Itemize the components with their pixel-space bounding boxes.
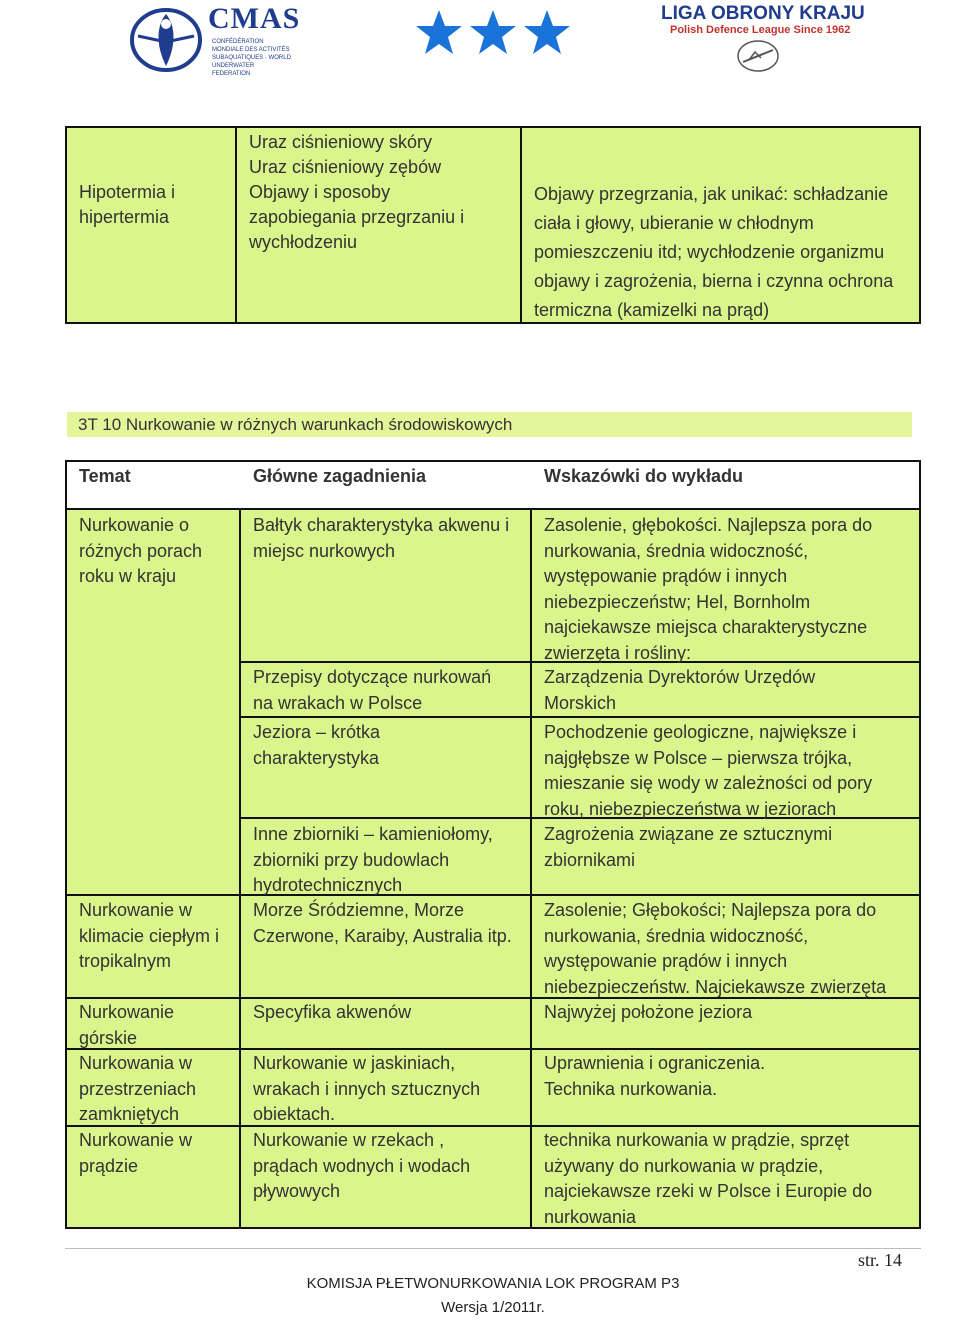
footer-line-2: Wersja 1/2011r. [441, 1299, 545, 1316]
footer-text [298, 1272, 688, 1320]
table-cell-topic: Hipotermia i hipertermia [67, 128, 237, 322]
table-row-topic: Nurkowania w przestrzeniach zamkniętych [79, 1053, 197, 1124]
lok-logo-subtitle: Polish Defence League Since 1962 [670, 24, 851, 36]
table-row-issue: Bałtyk charakterystyka akwenu i miejsc nurkowych [253, 515, 510, 561]
footer-line-1: KOMISJA PŁETWONURKOWANIA LOK PROGRAM P3 [306, 1275, 680, 1292]
star-icon [414, 8, 464, 56]
table-row-hint: Zagrożenia związane ze sztucznymi zbiornikami [544, 824, 833, 870]
footer-divider [65, 1248, 921, 1249]
table-row-hint: Zasolenie; Głębokości; Najlepsza pora do nurkowania, średnia widoczność, występowanie prądów i innych niebezpieczeństw. Najciekawsze zwierzęta [544, 900, 887, 997]
table-row-issue: Specyfika akwenów [253, 1002, 412, 1022]
lok-logo-text: LIGA OBRONY KRAJU [661, 3, 865, 24]
issue-item: Uraz ciśnieniowy zębów [249, 157, 442, 177]
cmas-emblem [126, 6, 206, 74]
stars-rating [414, 8, 572, 56]
table-row-issue: Nurkowanie w jaskiniach, wrakach i innych sztucznych obiektach. [253, 1053, 481, 1124]
cmas-logo-text: CMAS [208, 2, 301, 35]
table-row-hint: Zasolenie, głębokości. Najlepsza pora do nurkowania, średnia widoczność, występowanie prądów i innych niebezpieczeństw; Hel, Bornholm najciekawsze miejsca charakterystyczne zwierzęta i rośliny: [544, 515, 873, 663]
column-header-hints: Wskazówki do wykładu [544, 466, 744, 486]
table-row-issue: Przepisy dotyczące nurkowań na wrakach w Polsce [253, 667, 492, 713]
table-cell-issues [237, 128, 522, 322]
issue-item: Objawy i sposoby zapobiegania przegrzaniu i wychłodzeniu [249, 182, 465, 252]
table-row-topic: Nurkowanie górskie [79, 1002, 175, 1048]
table-row-issue: Inne zbiorniki – kamieniołomy, zbiorniki przy budowlach hydrotechnicznych [253, 824, 493, 895]
section-title: 3T 10 Nurkowanie w różnych warunkach środowiskowych [67, 412, 912, 437]
table-row-issue: Jeziora – krótka charakterystyka [253, 722, 381, 768]
page-number: str. 14 [858, 1250, 903, 1270]
table-row-topic: Nurkowanie w prądzie [79, 1130, 193, 1176]
table-row-hint: Najwyżej położone jeziora [544, 1002, 753, 1022]
table-row-hint: technika nurkowania w prądzie, sprzęt używany do nurkowania w prądzie, najciekawsze rzeki w Polsce i Europie do nurkowania [544, 1130, 873, 1227]
table-row-hint: Zarządzenia Dyrektorów Urzędów Morskich [544, 667, 816, 713]
table-row-issue: Morze Śródziemne, Morze Czerwone, Karaiby, Australia itp. [253, 900, 512, 946]
lok-badge-icon [735, 38, 781, 74]
table-row-hint: Pochodzenie geologiczne, największe i najgłębsze w Polsce – pierwsza trójka, mieszanie się wody w zależności od pory roku, niebezpieczeństwa w jeziorach [544, 722, 873, 819]
star-icon [522, 8, 572, 56]
star-icon [468, 8, 518, 56]
column-header-issues: Główne zagadnienia [253, 466, 427, 486]
table-row-topic: Nurkowanie o różnych porach roku w kraju [79, 515, 203, 586]
table-hypothermia [65, 126, 921, 324]
cmas-logo-subtitle: CONFÉDÉRATION MONDIALE DES ACTIVITÉS SUBAQUATIQUES · WORLD UNDERWATER FEDERATION [212, 39, 291, 77]
table-cell-hints: Objawy przegrzania, jak unikać: schładzanie ciała i głowy, ubieranie w chłodnym pomieszczeniu itd; wychłodzenie organizmu objawy i zagrożenia, bierna i czynna ochrona termiczna (kamizelki na prąd) [534, 184, 894, 320]
issue-item: Uraz ciśnieniowy skóry [249, 132, 433, 152]
table-header-row [65, 460, 921, 508]
table-row-topic: Nurkowanie w klimacie ciepłym i tropikalnym [79, 900, 220, 971]
table-row-hint: Uprawnienia i ograniczenia. Technika nurkowania. [544, 1053, 766, 1099]
table-environments [65, 508, 921, 1229]
column-header-topic: Temat [79, 466, 131, 486]
table-row-issue: Nurkowanie w rzekach , prądach wodnych i wodach pływowych [253, 1130, 471, 1201]
